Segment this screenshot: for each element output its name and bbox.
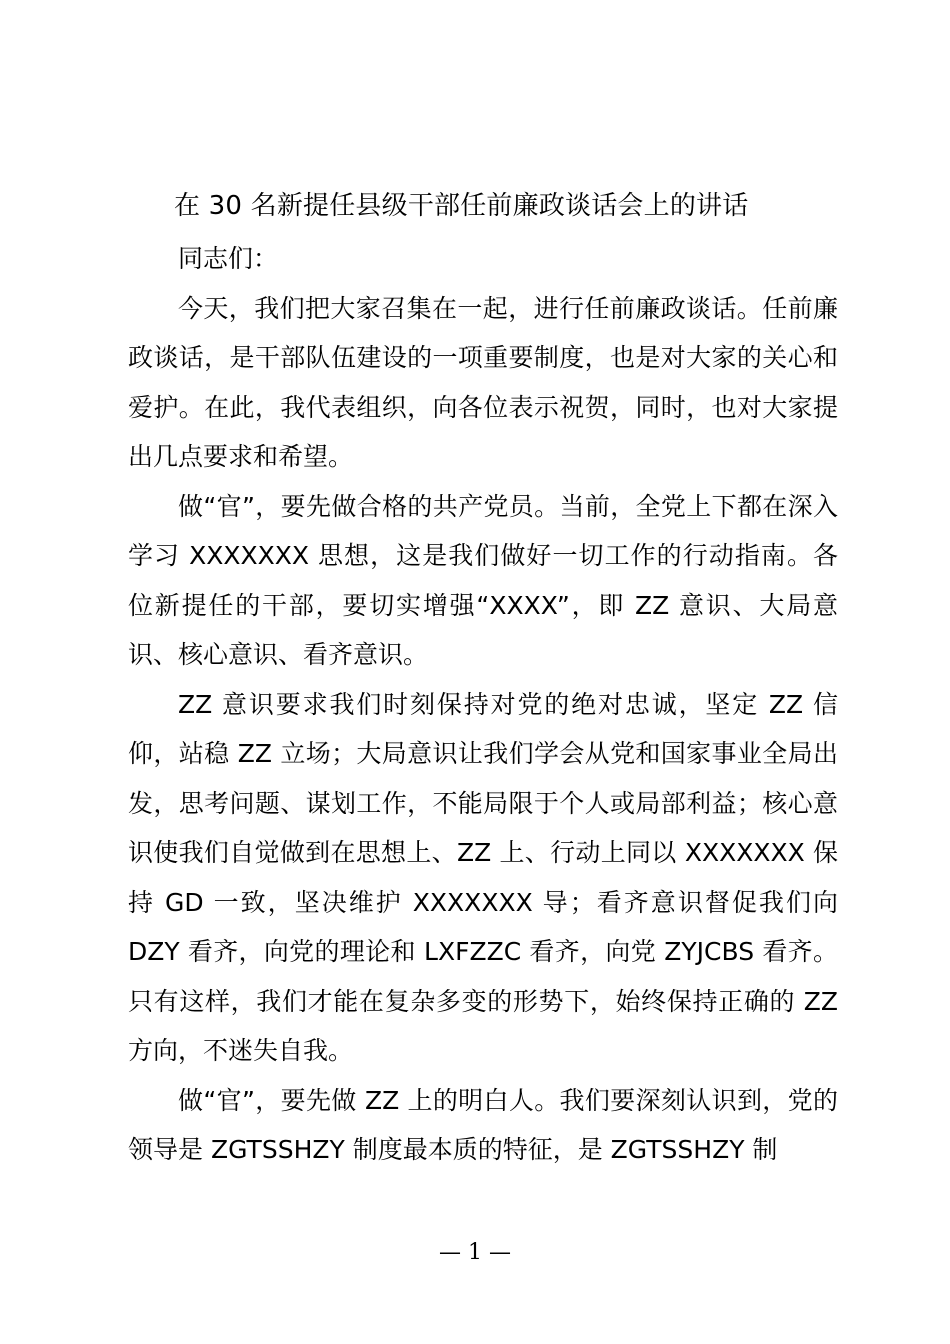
salutation: 同志们：	[178, 244, 279, 273]
paragraph-1: 今天，我们把大家召集在一起，进行任前廉政谈话。任前廉政谈话，是干部队伍建设的一项重要制度，也是对大家的关心和爱护。在此，我代表组织，向各位表示祝贺，同时，也对大家提出几点要求和希望。	[128, 293, 838, 471]
document-body	[128, 234, 838, 1175]
paragraph-3: ZZ 意识要求我们时刻保持对党的绝对忠诚，坚定 ZZ 信仰，站稳 ZZ 立场；大局意识让我们学会从党和国家事业全局出发，思考问题、谋划工作，不能局限于个人或局部利益；核心意识使我们自觉做到在思想上、ZZ 上、行动上同以 XXXXXXX 保持 GD 一致，坚决维护 XXXXXXX 导；看齐意识督促我们向 DZY 看齐，向党的理论和 LXFZZC 看齐，向党 ZYJCBS 看齐。只有这样，我们才能在复杂多变的形势下，始终保持正确的 ZZ 方向，不迷失自我。	[128, 689, 838, 1065]
paragraph-2: 做“官”，要先做合格的共产党员。当前，全党上下都在深入学习 XXXXXXX 思想，这是我们做好一切工作的行动指南。各位新提任的干部，要切实增强“XXXX”，即 ZZ 意识、大局意识、核心意识、看齐意识。	[128, 491, 838, 669]
page-number: — 1 —	[439, 1240, 511, 1265]
document-title: 在 30 名新提任县级干部任前廉政谈话会上的讲话	[174, 191, 749, 221]
paragraph-4: 做“官”，要先做 ZZ 上的明白人。我们要深刻认识到，党的领导是 ZGTSSHZY 制度最本质的特征，是 ZGTSSHZY 制	[128, 1085, 838, 1164]
